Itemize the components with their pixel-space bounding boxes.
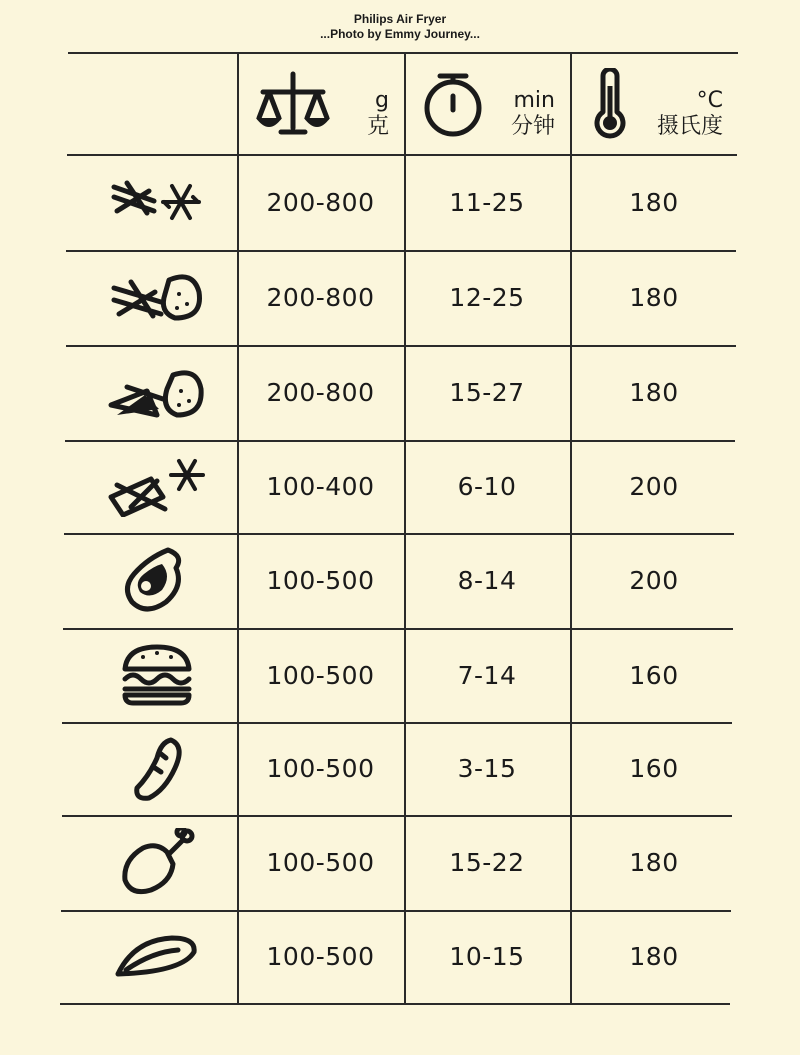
unit-label-zh: 摄氏度	[656, 114, 723, 139]
header-unit-temperature	[630, 88, 723, 140]
cell-temp: 160	[629, 660, 679, 690]
cell-weight: 100-400	[266, 472, 375, 501]
potato-wedges-icon	[107, 365, 207, 421]
cell-temp: 200	[629, 472, 679, 501]
unit-label-en: g	[375, 88, 389, 113]
cell-weight: 200-800	[266, 378, 375, 407]
frozen-snack-icon	[107, 457, 207, 517]
cell-time: 12-25	[449, 283, 525, 312]
unit-label-en: °C	[696, 88, 723, 113]
cell-temp: 180	[629, 848, 679, 877]
caption-title: Philips Air Fryer	[353, 12, 447, 26]
row-divider	[60, 1003, 730, 1005]
cell-weight: 100-500	[266, 848, 375, 877]
drumstick-icon	[117, 828, 197, 898]
cell-time: 8-14	[457, 566, 517, 595]
header-unit-weight	[297, 88, 389, 140]
steak-icon	[122, 546, 192, 616]
cell-weight: 100-500	[266, 660, 375, 690]
cell-weight: 200-800	[266, 283, 375, 312]
cell-weight: 100-500	[266, 754, 375, 783]
cell-weight: 100-500	[266, 566, 375, 595]
cell-weight: 200-800	[266, 187, 375, 217]
cell-temp: 180	[629, 942, 679, 971]
cell-time: 11-25	[449, 187, 525, 217]
sausage-icon	[127, 734, 187, 804]
cell-time: 7-14	[457, 660, 517, 690]
cell-time: 3-15	[457, 754, 517, 783]
cell-weight: 100-500	[266, 942, 375, 971]
unit-label-en: min	[513, 88, 555, 113]
unit-label-zh: 分钟	[510, 114, 555, 139]
row-divider	[68, 52, 738, 54]
cell-temp: 180	[629, 283, 679, 312]
cell-time: 15-22	[449, 848, 525, 877]
unit-label-zh: 克	[366, 114, 389, 139]
cell-temp: 180	[629, 187, 679, 217]
header-unit-time	[464, 88, 555, 140]
cell-time: 10-15	[449, 942, 525, 971]
cell-time: 6-10	[457, 472, 517, 501]
cell-temp: 160	[629, 754, 679, 783]
cell-time: 15-27	[449, 378, 525, 407]
fries-potato-icon	[109, 270, 205, 326]
caption-credit: ...Photo by Emmy Journey...	[320, 27, 480, 41]
cell-temp: 180	[629, 378, 679, 407]
frozen-fries-icon	[109, 177, 205, 227]
fish-fillet-icon	[112, 932, 202, 982]
thermometer-icon	[590, 68, 630, 140]
cell-temp: 200	[629, 566, 679, 595]
hamburger-icon	[119, 643, 195, 707]
